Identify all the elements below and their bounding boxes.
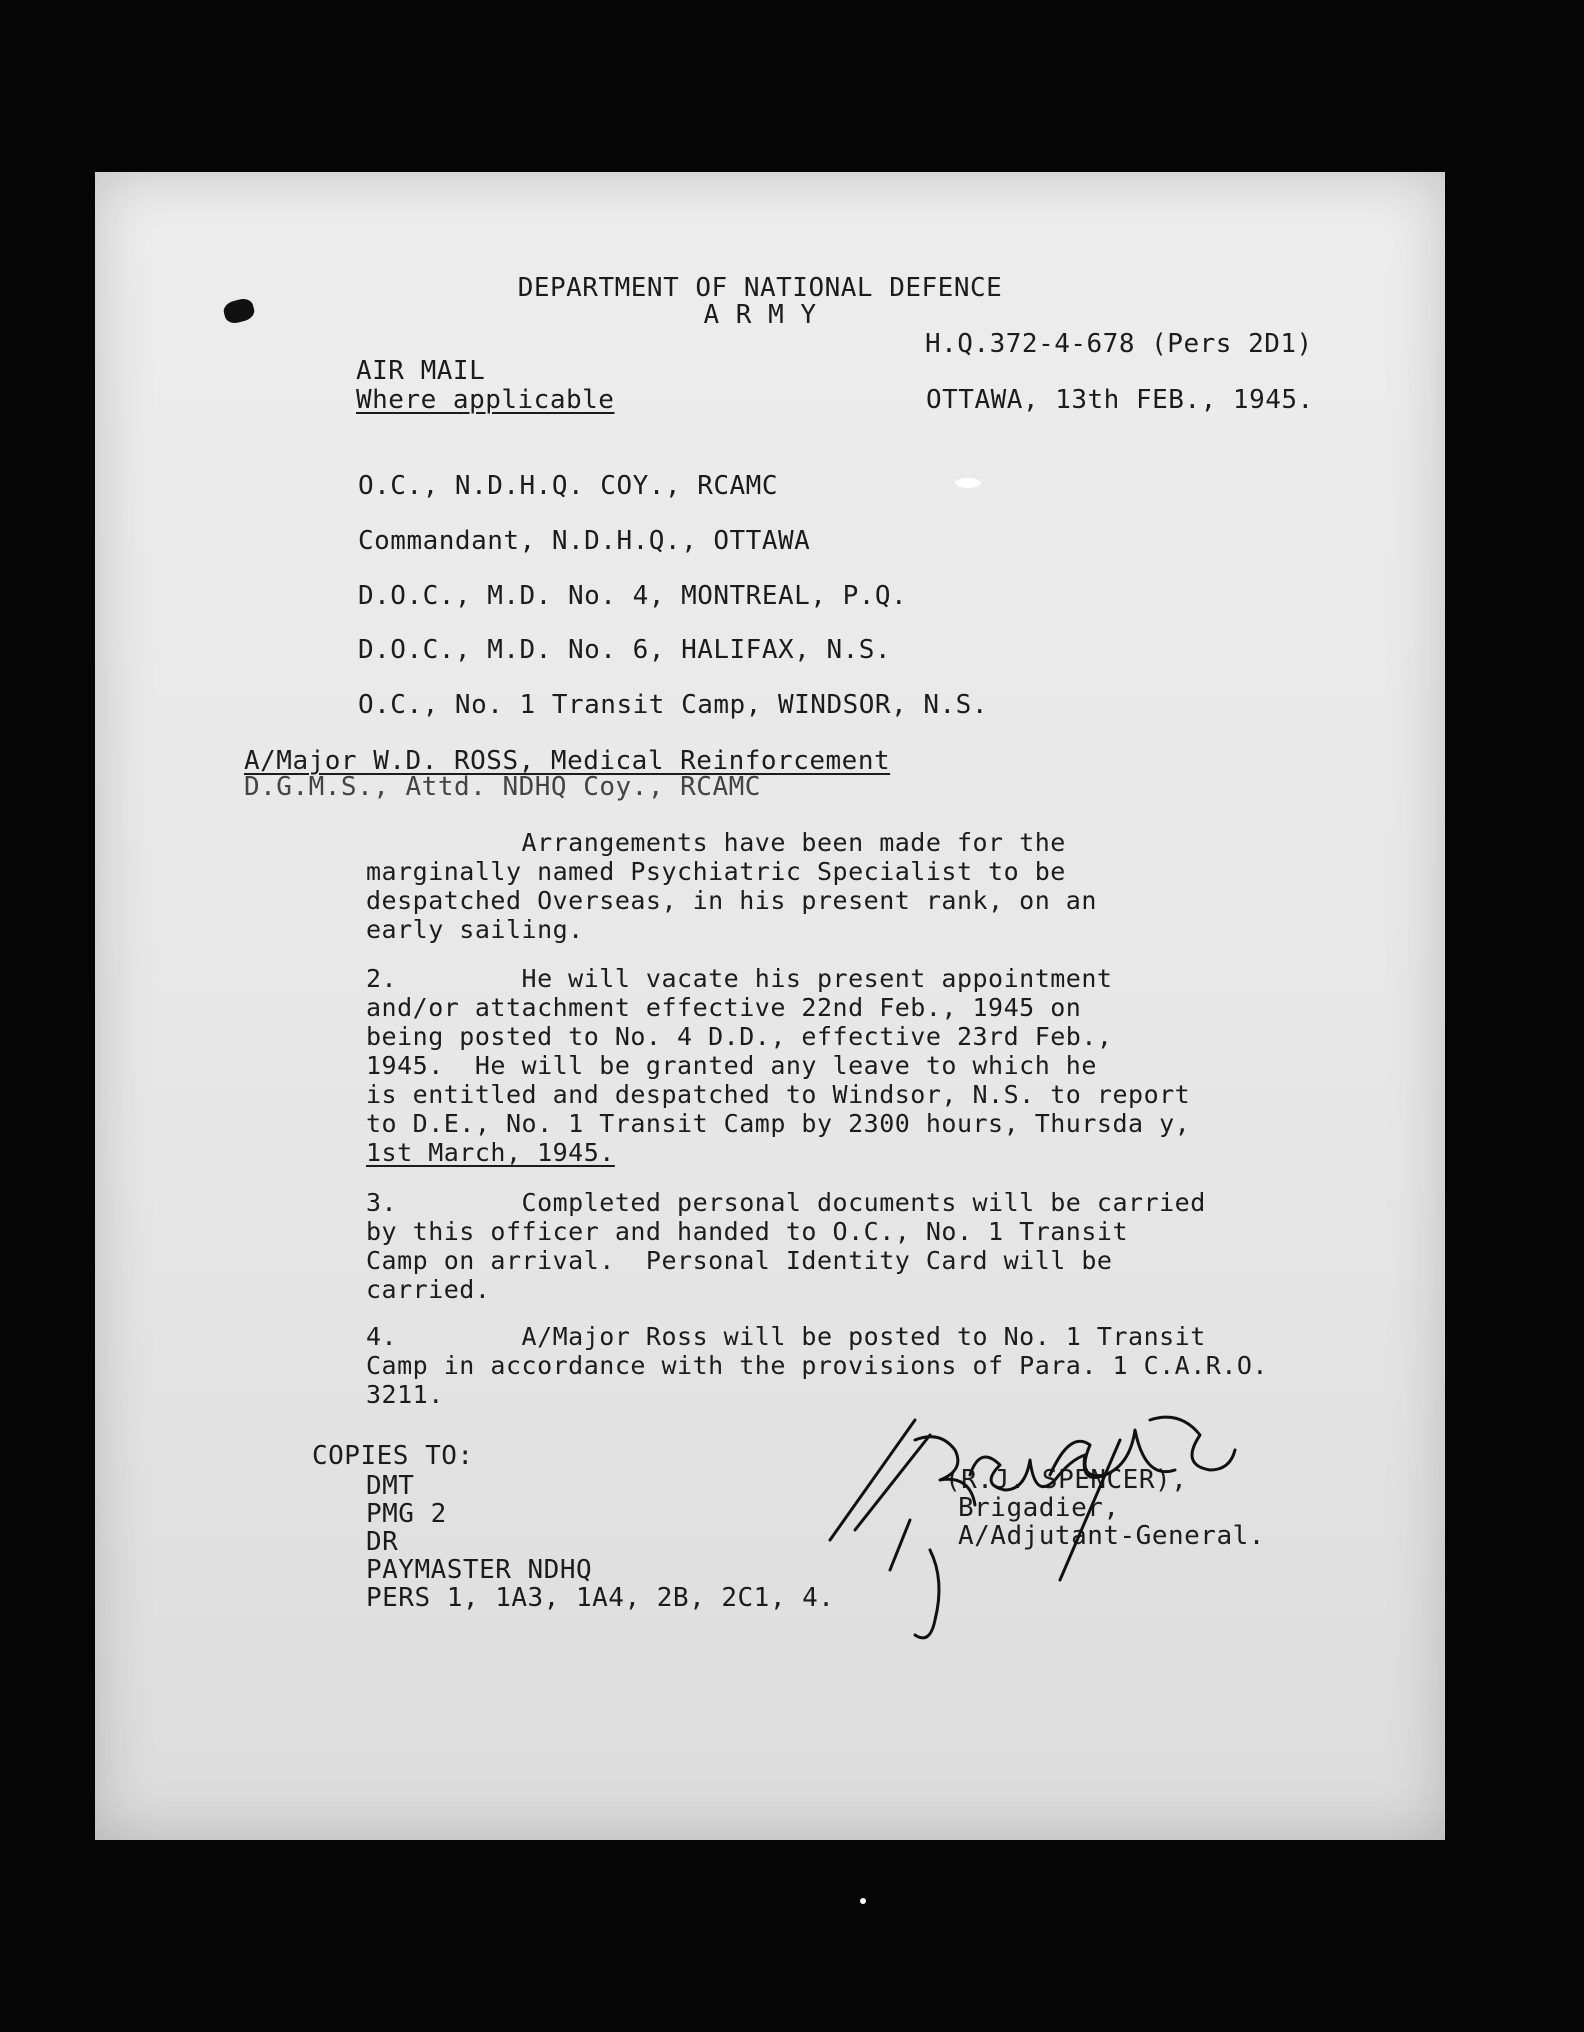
scan-speck — [860, 1898, 866, 1904]
army-heading: A R M Y — [703, 300, 817, 330]
handwritten-signature — [820, 1380, 1280, 1660]
addressee-line: Commandant, N.D.H.Q., OTTAWA — [358, 526, 811, 556]
where-applicable-label: Where applicable — [356, 385, 615, 415]
addressee-line: D.O.C., M.D. No. 6, HALIFAX, N.S. — [358, 635, 892, 665]
copies-heading: COPIES TO: — [312, 1441, 474, 1471]
addressee-line: D.O.C., M.D. No. 4, MONTREAL, P.Q. — [358, 581, 908, 611]
paragraph-2: 2. He will vacate his present appointment and/or attachment effective 22nd Feb., 1945 on being posted to No. 4 D.D., effective 23rd Feb., 1945. He will be granted any leave to which he is entitled and despatched to Windsor, N.S. to report to D.E., No. 1 Transit Camp by 2300 hours, Thursda y, — [366, 964, 1191, 1138]
department-heading: DEPARTMENT OF NATIONAL DEFENCE — [517, 273, 1003, 303]
copies-item: DMT — [366, 1471, 415, 1501]
air-mail-label: AIR MAIL — [356, 356, 486, 386]
addressee-line: O.C., N.D.H.Q. COY., RCAMC — [358, 471, 778, 501]
paragraph-3: 3. Completed personal documents will be carried by this officer and handed to O.C., No. 1 Transit Camp on arrival. Personal Identity Card will be carried. — [366, 1188, 1206, 1304]
scan-speck — [955, 478, 981, 488]
addressee-line: O.C., No. 1 Transit Camp, WINDSOR, N.S. — [358, 690, 988, 720]
file-reference: H.Q.372-4-678 (Pers 2D1) — [925, 329, 1313, 359]
signatory-name: (R.J. SPENCER), — [945, 1465, 1188, 1495]
place-date: OTTAWA, 13th FEB., 1945. — [926, 385, 1314, 415]
paragraph-1: Arrangements have been made for the marginally named Psychiatric Specialist to be despatched Overseas, in his present rank, on an early sailing. — [366, 828, 1097, 944]
copies-item: PERS 1, 1A3, 1A4, 2B, 2C1, 4. — [366, 1583, 835, 1613]
paragraph-4: 4. A/Major Ross will be posted to No. 1 Transit Camp in accordance with the provisions of Para. 1 C.A.R.O. 3211. — [366, 1322, 1268, 1409]
subject-line: A/Major W.D. ROSS, Medical Reinforcement — [244, 746, 891, 776]
copies-item: PAYMASTER NDHQ — [366, 1555, 593, 1585]
signatory-rank: Brigadier, — [958, 1493, 1120, 1523]
copies-item: DR — [366, 1527, 399, 1557]
copies-item: PMG 2 — [366, 1499, 447, 1529]
paragraph-2-date: 1st March, 1945. — [366, 1138, 615, 1167]
signatory-title: A/Adjutant-General. — [958, 1521, 1265, 1551]
subject-line-2: D.G.M.S., Attd. NDHQ Coy., RCAMC — [244, 772, 761, 802]
